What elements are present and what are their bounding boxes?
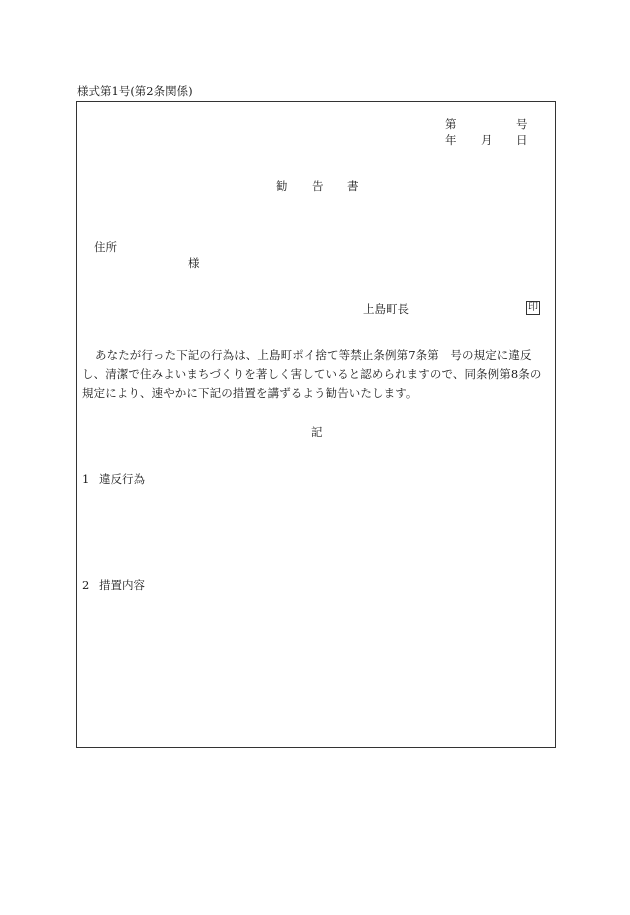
item-1-label: 違反行為 bbox=[99, 472, 145, 486]
form-label: 様式第1号(第2条関係) bbox=[77, 84, 193, 98]
document-number-suffix: 号 bbox=[516, 117, 528, 131]
item-2-label: 措置内容 bbox=[99, 578, 145, 592]
title-char-2: 告 bbox=[312, 179, 324, 193]
document-number-prefix: 第 bbox=[445, 117, 457, 131]
title-char-3: 書 bbox=[347, 179, 359, 193]
date-day: 日 bbox=[516, 133, 528, 147]
recipient-honorific: 様 bbox=[188, 256, 200, 270]
title-char-1: 勧 bbox=[276, 179, 288, 193]
item-1-number: 1 bbox=[82, 472, 90, 486]
item-2-number: 2 bbox=[82, 578, 90, 592]
date-month: 月 bbox=[481, 133, 493, 147]
date-year: 年 bbox=[445, 133, 457, 147]
issuer-name: 上島町長 bbox=[363, 302, 409, 316]
address-label: 住所 bbox=[94, 240, 117, 254]
note-heading: 記 bbox=[311, 425, 323, 439]
seal-mark: 印 bbox=[528, 302, 538, 313]
body-paragraph: あなたが行った下記の行為は、上島町ポイ捨て等禁止条例第7条第 号の規定に違反し、清潔で住みよいまちづくりを著しく害していると認められますので、同条例第8条の規定により、速やかに下記の措置を講ずるよう勧告いたします。 bbox=[82, 348, 542, 400]
